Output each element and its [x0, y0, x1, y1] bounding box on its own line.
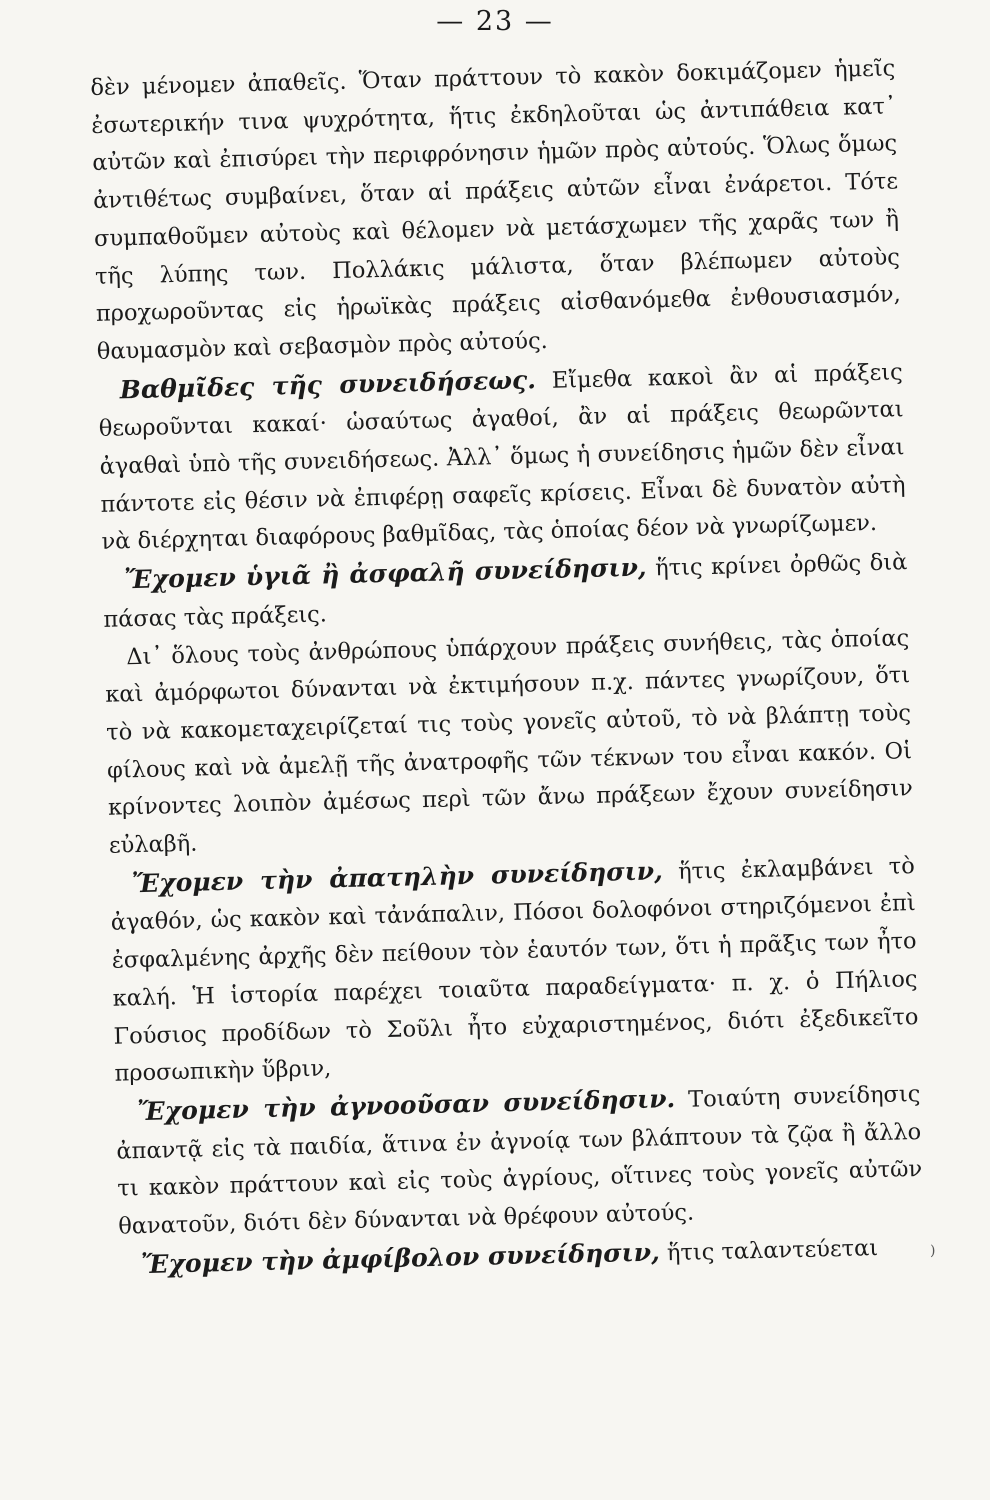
heading-ignorant-conscience: Ἔχομεν τὴν ἀγνοοῦσαν συνείδησιν.: [137, 1083, 676, 1127]
heading-doubtful-conscience: Ἔχομεν τὴν ἀμφίβολον συνείδησιν,: [140, 1237, 661, 1279]
paragraph-7-text: ἥτις ταλαντεύεται: [659, 1234, 879, 1267]
paragraph-5-text: ἥτις ἐκλαμβάνει τὸ ἀγαθόν, ὡς κακὸν καὶ τἀνάπαλιν, Πόσοι δολοφόνοι στηριζόμενοι ἐπὶ ἐσφαλμένης ἀρχῆς δὲν πείθουν τὸν ἑαυτόν των, ὅτι ἡ πρᾶξις των ἦτο καλή. Ἡ ἱστορία παρέχει τοιαῦτα παραδείγματα· π. χ. ὁ Πήλιος Γούσιος προδίδων τὸ Σοῦλι ἦτο εὐχαριστημένος, διότι ἐξεδικεῖτο προσωπικὴν ὕβριν,: [110, 852, 919, 1087]
heading-deceptive-conscience: Ἔχομεν τὴν ἀπατηλὴν συνείδησιν,: [131, 856, 664, 898]
page-number: — 23 —: [436, 6, 554, 37]
paragraph-3-text: ἥτις κρίνει ὀρθῶς διὰ πάσας τὰς πράξεις.: [103, 549, 908, 633]
paragraph-5: [109, 846, 919, 1094]
paragraph-1-text: δὲν μένομεν ἀπαθεῖς. Ὅταν πράττουν τὸ κακὸν δοκιμάζομεν ἡμεῖς ἐσωτερικήν τινα ψυχρότητα, ἥτις ἐκδηλοῦται ὡς ἀντιπάθεια κατ᾽ αὐτῶν καὶ ἐπισύρει τὴν περιφρόνησιν ἡμῶν πρὸς αὐτούς. Ὅλως ὅμως ἀντιθέτως συμβαίνει, ὅταν αἱ πράξεις αὐτῶν εἶναι ἐνάρετοι. Τότε συμπαθοῦμεν αὐτοὺς καὶ θέλομεν νὰ μετάσχωμεν τῆς χαρᾶς των ἢ τῆς λύπης των. Πολλάκις μάλιστα, ὅταν βλέπωμεν αὐτοὺς προχωροῦντας εἰς ἡρωϊκὰς πράξεις αἰσθανόμεθα ἐνθουσιασμόν, θαυμασμὸν καὶ σεβασμὸν πρὸς αὐτούς.: [90, 55, 902, 365]
paragraph-6: [115, 1074, 923, 1246]
paragraph-2-text: Εἴμεθα κακοὶ ἂν αἱ πράξεις θεωροῦνται κακαί· ὡσαύτως ἀγαθοί, ἂν αἱ πράξεις θεωρῶνται ἀγαθαὶ ὑπὸ τῆς συνειδήσεως. Ἀλλ᾽ ὅμως ἡ συνείδησις ἡμῶν δὲν εἶναι πάντοτε εἰς θέσιν νὰ ἐπιφέρῃ σαφεῖς κρίσεις. Εἶναι δὲ δυνατὸν αὐτὴ νὰ διέρχηται διαφόρους βαθμῖδας, τὰς ὁποίας δέον νὰ γνωρίζωμεν.: [98, 358, 906, 556]
heading-healthy-conscience: Ἔχομεν ὑγιᾶ ἢ ἀσφαλῆ συνείδησιν,: [124, 552, 647, 595]
paragraph-4-text: Δι᾽ ὅλους τοὺς ἀνθρώπους ὑπάρχουν πράξεις συνήθεις, τὰς ὁποίας καὶ ἀμόρφωτοι δύνανται νὰ ἐκτιμήσουν π.χ. πάντες γνωρίζουν, ὅτι τὸ νὰ κακομεταχειρίζεταί τις τοὺς γονεῖς αὐτοῦ, τὸ νὰ βλάπτῃ τοὺς φίλους καὶ νὰ ἀμελῇ τῆς ἀνατροφῆς τῶν τέκνων του εἶναι κακόν. Οἱ κρίνοντες λοιπὸν ἀμέσως περὶ τῶν ἄνω πράξεων ἔχουν συνείδησιν εὐλαβῆ.: [104, 624, 914, 859]
margin-mark: ): [930, 1243, 936, 1259]
paragraph-4: [104, 620, 914, 866]
body-text: [90, 50, 924, 1286]
paragraph-6-text: Τοιαύτη συνείδησις ἀπαντᾷ εἰς τὰ παιδία, ἅτινα ἐν ἀγνοίᾳ των βλάπτουν τὰ ζῷα ἢ ἄλλο τι κακὸν πράττουν καὶ εἰς τοὺς ἀγρίους, οἵτινες τοὺς γονεῖς αὐτῶν θανατοῦν, διότι δὲν δύνανται νὰ θρέφουν αὐτούς.: [116, 1081, 923, 1240]
paragraph-2: [97, 352, 906, 562]
paragraph-1: [90, 50, 902, 371]
heading-conscience-degrees: Βαθμῖδες τῆς συνειδήσεως.: [119, 364, 537, 404]
